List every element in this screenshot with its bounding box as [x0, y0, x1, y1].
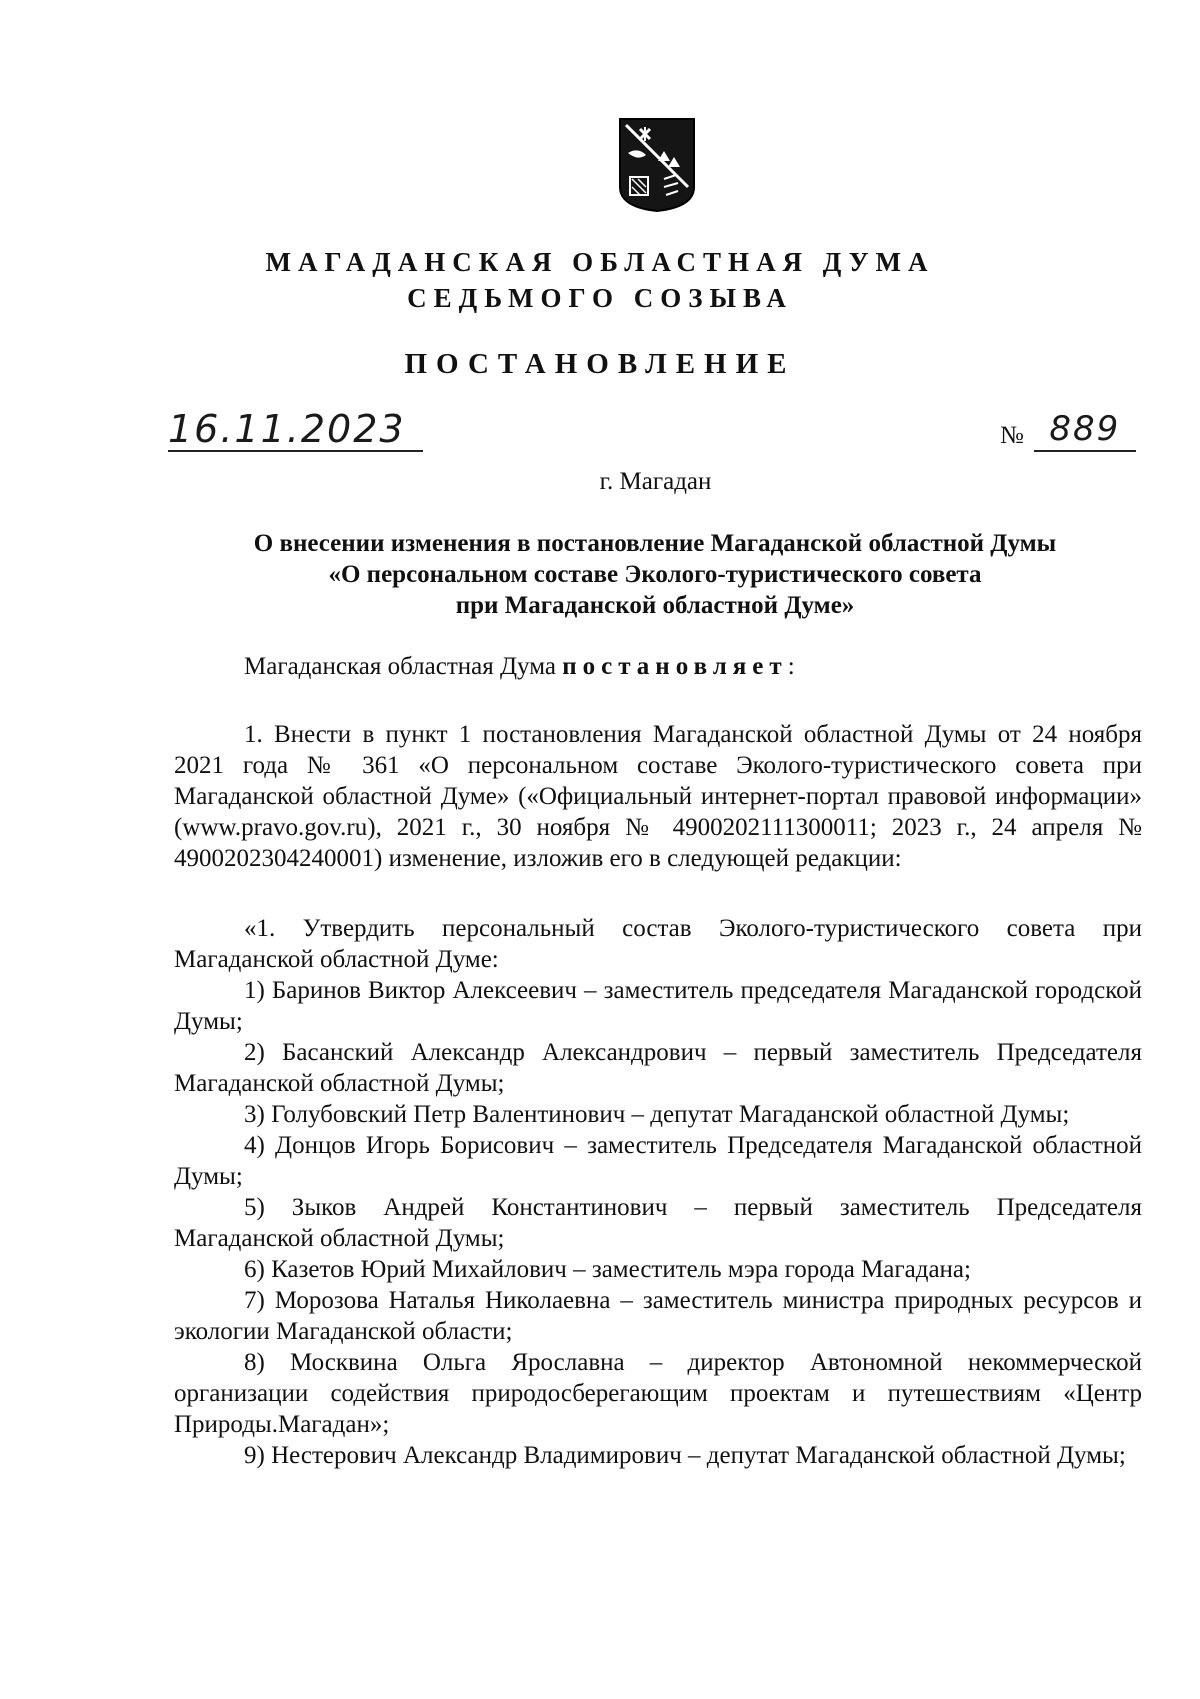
document-date: 16.11.2023: [168, 408, 423, 452]
list-item: 1) Баринов Виктор Алексеевич – заместитель председателя Магаданской городской Думы;: [174, 977, 1142, 1035]
preamble-verb: постановляет: [562, 653, 788, 680]
paragraph-2: «1. Утвердить персональный состав Эколого-туристического совета при Магаданской областной Думе:: [174, 915, 1142, 973]
paragraph-1: 1. Внести в пункт 1 постановления Магаданской областной Думы от 24 ноября 2021 года № 361 «О персональном составе Эколого-туристического совета при Магаданской областной Думе» («Официальный интернет-портал правовой информации» (www.pravo.gov.ru), 2021 г., 30 ноября № 4900202111300011; 2023 г., 24 апреля № 4900202304240001) изменение, изложив его в следующей редакции:: [174, 721, 1142, 872]
list-item: 8) Москвина Ольга Ярославна – директор Автономной некоммерческой организации содействия природосберегающим проектам и путешествиям «Центр Природы.Магадан»;: [174, 1349, 1142, 1438]
list-item: 3) Голубовский Петр Валентинович – депутат Магаданской областной Думы;: [244, 1101, 1070, 1128]
city: г. Магадан: [599, 468, 712, 495]
list-item: 9) Нестерович Александр Владимирович – депутат Магаданской областной Думы;: [244, 1442, 1126, 1469]
member-list: [174, 913, 1142, 1471]
convocation: СЕДЬМОГО СОЗЫВА: [407, 283, 793, 313]
document-number-block: [1000, 408, 1136, 450]
list-item: 4) Донцов Игорь Борисович – заместитель Председателя Магаданской областной Думы;: [174, 1132, 1142, 1190]
list-item: 7) Морозова Наталья Николаевна – заместитель министра природных ресурсов и экологии Магаданской области;: [174, 1287, 1142, 1345]
coat-of-arms-icon: [618, 117, 696, 212]
list-item: 2) Басанский Александр Александрович – первый заместитель Председателя Магаданской областной Думы;: [174, 1039, 1142, 1097]
org-name: МАГАДАНСКАЯ ОБЛАСТНАЯ ДУМА: [265, 247, 935, 277]
title-line: О внесении изменения в постановление Магаданской областной Думы: [253, 530, 1057, 557]
document-number: 889: [1034, 408, 1136, 452]
number-label: №: [1000, 422, 1024, 449]
list-item: 5) Зыков Андрей Константинович – первый заместитель Председателя Магаданской областной Думы;: [174, 1194, 1142, 1252]
preamble-text: Магаданская областная Дума: [244, 653, 563, 680]
title-line: при Магаданской областной Думе»: [455, 592, 855, 619]
document-title: [170, 528, 1140, 621]
preamble-end: :: [787, 653, 795, 680]
document-type: ПОСТАНОВЛЕНИЕ: [404, 348, 796, 380]
title-line: «О персональном составе Эколого-туристического совета: [328, 561, 982, 588]
preamble: [244, 653, 795, 681]
list-item: 6) Казетов Юрий Михайлович – заместитель мэра города Магадана;: [244, 1256, 971, 1283]
